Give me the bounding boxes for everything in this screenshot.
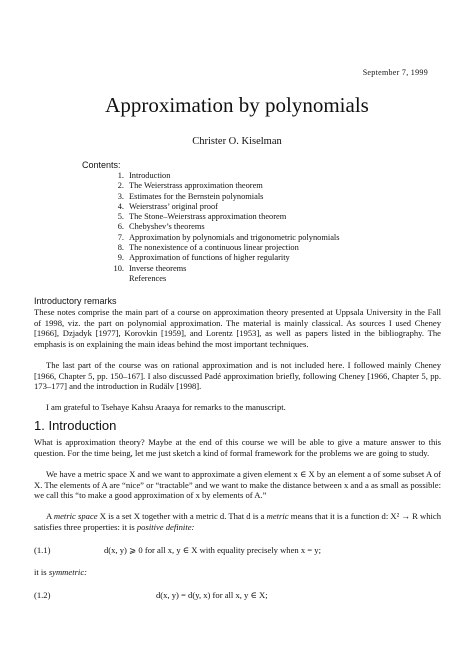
intro-paragraph-3: I am grateful to Tsehaye Kahsu Araaya for remarks to the manuscript.	[46, 402, 286, 412]
section1-paragraph-1: What is approximation theory? Maybe at the end of this course we will be able to give a mature answer to this question. For the time being, let me just sketch a kind of formal framework for the problems we are going to study.	[34, 437, 441, 458]
toc-item: 8. The nonexistence of a continuous linear projection	[117, 243, 299, 253]
toc-item: 9. Approximation of functions of higher regularity	[117, 253, 290, 263]
intro-remarks-heading: Introductory remarks	[34, 296, 117, 306]
equation-1-1	[34, 545, 441, 557]
equation-label: (1.1)	[34, 545, 51, 555]
section1-paragraph-3: A metric space X is a set X together with a metric d. That d is a metric means that it is a function d: X² → R which satisfies three properties: it is positive definite:	[34, 511, 442, 532]
author: Christer O. Kiselman	[192, 136, 282, 147]
equation-1-2	[34, 590, 441, 602]
section-heading-introduction: 1. Introduction	[34, 418, 117, 433]
equation-body: d(x, y) = d(y, x) for all x, y ∈ X;	[156, 590, 268, 600]
toc-item: 5. The Stone–Weierstrass approximation theorem	[117, 212, 287, 222]
intro-paragraph-1: These notes comprise the main part of a course on approximation theory presented at Uppsala University in the Fall of 1998, viz. the part on polynomial approximation. The material is mainly classical. As sources I used Cheney [1966], Dzjadyk [1977], Korovkin [1959], and Lorentz [1953], as well as papers listed in the bibliography. The emphasis is on explaining the main ideas behind the most important techniques.	[34, 307, 441, 349]
toc-item: 7. Approximation by polynomials and trigonometric polynomials	[117, 232, 340, 242]
toc-item: 4. Weierstrass’ original proof	[117, 201, 218, 211]
text-after-equation-1: it is symmetric:	[34, 567, 87, 577]
term-metric: metric	[266, 511, 289, 521]
toc-item: 1. Introduction	[117, 171, 171, 180]
toc-item: 2. The Weierstrass approximation theorem	[117, 181, 263, 191]
term-symmetric: symmetric:	[48, 567, 87, 577]
toc-item: References	[129, 273, 167, 283]
date: September 7, 1999	[362, 68, 428, 77]
term-positive-definite: positive definite:	[136, 521, 195, 532]
toc-item: 3. Estimates for the Bernstein polynomials	[117, 191, 264, 201]
toc-item: 6. Chebyshev’s theorems	[117, 222, 205, 232]
contents-heading: Contents:	[82, 160, 121, 170]
intro-paragraph-2: The last part of the course was on rational approximation and is not included here. I followed mainly Cheney [1966, Chapter 5, pp. 150–167]. I also discussed Padé approximation briefly, following Cheney [1966, Chapter 5, pp. 173–177] and the introduction in Rudälv [1998].	[34, 360, 441, 392]
section1-paragraph-2: We have a metric space X and we want to approximate a given element x ∈ X by an element a of some subset A of X. The elements of A are “nice” or “tractable” and we want to make the distance between x and a as small as possible: we call this “to make a good approximation of x by elements of A.”	[34, 469, 441, 501]
toc-item: 10. Inverse theorems	[113, 263, 187, 273]
term-metric-space: metric space	[53, 511, 98, 521]
equation-label: (1.2)	[34, 590, 51, 600]
table-of-contents	[112, 171, 340, 284]
equation-body: d(x, y) ⩾ 0 for all x, y ∈ X with equality precisely when x = y;	[104, 545, 321, 555]
paper-title: Approximation by polynomials	[105, 93, 369, 117]
